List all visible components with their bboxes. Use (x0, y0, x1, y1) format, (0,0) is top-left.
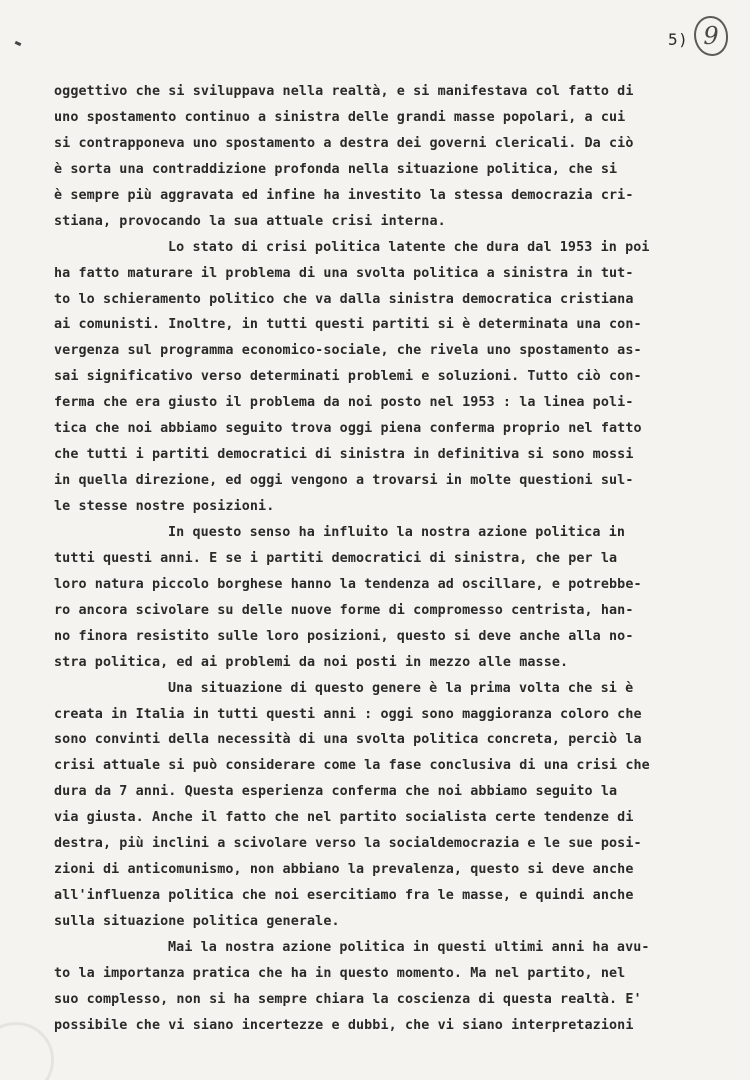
text-line: loro natura piccolo borghese hanno la tendenza ad oscillare, e potrebbe- (54, 576, 642, 592)
text-line: Lo stato di crisi politica latente che dura dal 1953 in poi (168, 239, 650, 255)
text-line: stra politica, ed ai problemi da noi posti in mezzo alle masse. (54, 654, 569, 670)
text-line: ai comunisti. Inoltre, in tutti questi partiti si è determinata una con- (54, 317, 642, 333)
text-line: le stesse nostre posizioni. (54, 499, 275, 514)
text-line: possibile che vi siano incertezze e dubbi, che vi siano interpretazioni (54, 1017, 634, 1033)
text-line: stiana, provocando la sua attuale crisi interna. (54, 213, 446, 229)
text-line: to lo schieramento politico che va dalla sinistra democratica cristiana (54, 291, 634, 307)
handwritten-folio-number: 9 (694, 16, 728, 56)
text-line: In questo senso ha influito la nostra azione politica in (168, 524, 626, 540)
typewritten-text (54, 79, 714, 1039)
text-line: ha fatto maturare il problema di una svolta politica a sinistra in tut- (54, 265, 634, 281)
text-line: all'influenza politica che noi esercitiamo fra le masse, e quindi anche (54, 888, 634, 904)
text-line: è sempre più aggravata ed infine ha investito la stessa democrazia cri- (54, 187, 634, 203)
text-line: uno spostamento continuo a sinistra delle grandi masse popolari, a cui (54, 109, 626, 125)
text-line: Una situazione di questo genere è la prima volta che si è (168, 680, 634, 696)
text-line: no finora resistito sulle loro posizioni, questo si deve anche alla no- (54, 628, 634, 644)
text-line: tica che noi abbiamo seguito trova oggi piena conferma proprio nel fatto (54, 421, 642, 437)
text-line: Mai la nostra azione politica in questi ultimi anni ha avu- (168, 939, 650, 955)
margin-mark (15, 41, 22, 46)
text-line: in quella direzione, ed oggi vengono a trovarsi in molte questioni sul- (54, 473, 634, 489)
text-line: ro ancora scivolare su delle nuove forme di compromesso centrista, han- (54, 602, 634, 618)
text-line: tutti questi anni. E se i partiti democratici di sinistra, che per la (54, 550, 618, 566)
text-line: ferma che era giusto il problema da noi posto nel 1953 : la linea poli- (54, 395, 634, 411)
faded-archive-stamp (0, 1022, 54, 1080)
text-line: è sorta una contraddizione profonda nella situazione politica, che si (54, 161, 618, 177)
text-line: si contrapponeva uno spostamento a destra dei governi clericali. Da ciò (54, 135, 634, 151)
text-line: dura da 7 anni. Questa esperienza conferma che noi abbiamo seguito la (54, 784, 618, 800)
text-line: vergenza sul programma economico-sociale, che rivela uno spostamento as- (54, 343, 642, 359)
text-line: suo complesso, non si ha sempre chiara la coscienza di questa realtà. E' (54, 991, 642, 1007)
text-line: destra, più inclini a scivolare verso la socialdemocrazia e le sue posi- (54, 836, 642, 852)
page-number: 5) (668, 30, 689, 49)
text-line: zioni di anticomunismo, non abbiano la prevalenza, questo si deve anche (54, 862, 634, 878)
text-line: che tutti i partiti democratici di sinistra in definitiva si sono mossi (54, 447, 634, 463)
text-line: sono convinti della necessità di una svolta politica concreta, perciò la (54, 732, 642, 748)
text-line: crisi attuale si può considerare come la fase conclusiva di una crisi che (54, 758, 650, 774)
text-line: creata in Italia in tutti questi anni : oggi sono maggioranza coloro che (54, 706, 642, 722)
text-line: to la importanza pratica che ha in questo momento. Ma nel partito, nel (54, 965, 626, 981)
text-line: via giusta. Anche il fatto che nel partito socialista certe tendenze di (54, 810, 634, 826)
text-line: oggettivo che si sviluppava nella realtà, e si manifestava col fatto di (54, 84, 634, 99)
text-line: sulla situazione politica generale. (54, 914, 340, 929)
text-line: sai significativo verso determinati problemi e soluzioni. Tutto ciò con- (54, 369, 642, 385)
